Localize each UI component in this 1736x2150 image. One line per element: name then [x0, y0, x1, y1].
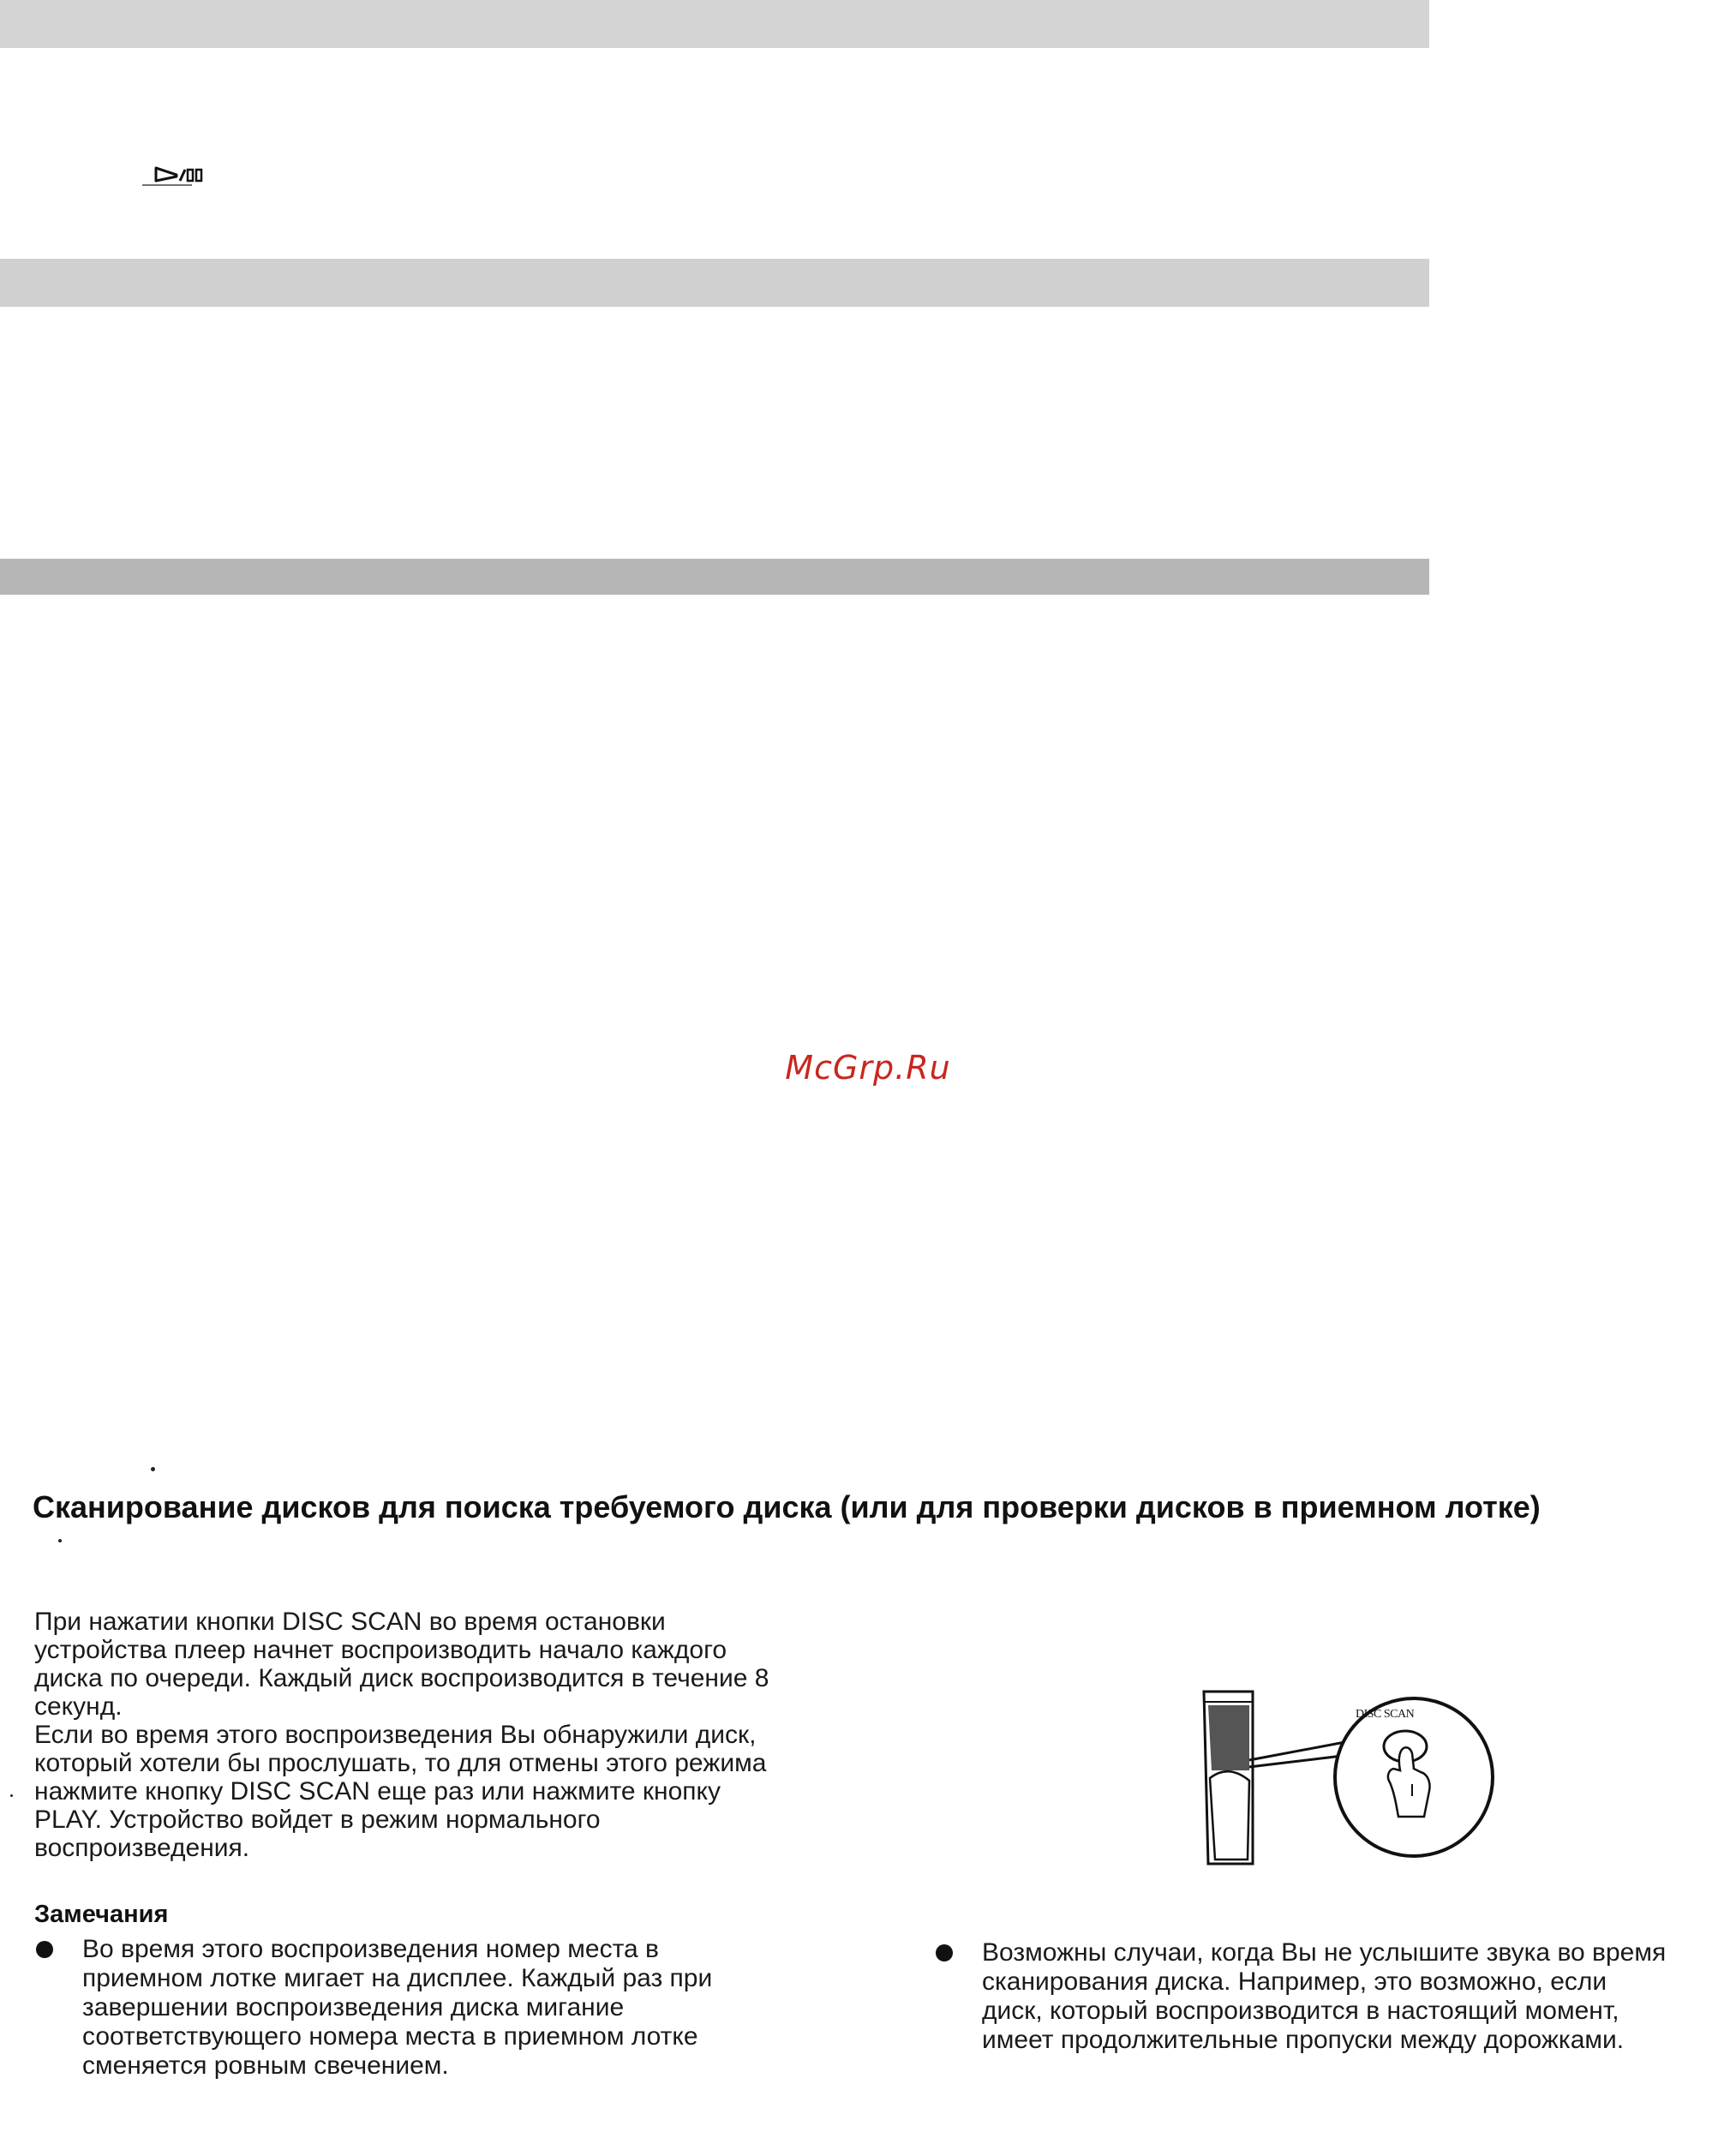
notes-heading: Замечания	[34, 1901, 169, 1928]
bullet-icon	[936, 1944, 953, 1961]
scan-speck	[58, 1539, 62, 1542]
play-pause-icon	[141, 158, 226, 192]
intro-line: PLAY. Устройство войдет в режим нормального	[34, 1806, 601, 1834]
note-item	[936, 1938, 1724, 2055]
note-line: диск, который воспроизводится в настоящий момент,	[982, 1997, 1619, 2025]
scan-speck	[151, 1467, 155, 1471]
intro-line: нажмите кнопку DISC SCAN еще раз или нажмите кнопку	[34, 1777, 721, 1806]
intro-line: диска по очереди. Каждый диск воспроизводится в течение 8	[34, 1664, 769, 1692]
note-line: завершении воспроизведения диска мигание	[82, 1993, 625, 2021]
bullet-icon	[36, 1941, 53, 1958]
header-band-bottom	[0, 559, 1429, 595]
intro-line: секунд.	[34, 1692, 123, 1721]
note-item	[36, 1935, 807, 2081]
note-line: имеет продолжительные пропуски между дорожками.	[982, 2026, 1625, 2054]
intro-line: При нажатии кнопки DISC SCAN во время остановки	[34, 1608, 666, 1636]
note-line: приемном лотке мигает на дисплее. Каждый раз при	[82, 1964, 713, 1992]
disc-scan-button-label: DISC SCAN	[1356, 1708, 1415, 1721]
section-title: Сканирование дисков для поиска требуемого диска (или для проверки дисков в приемном лотке)	[33, 1489, 1541, 1524]
header-band-top	[0, 0, 1429, 48]
remote-control-press-icon	[1200, 1688, 1508, 1868]
intro-paragraph	[34, 1608, 857, 1862]
intro-line: Если во время этого воспроизведения Вы обнаружили диск,	[34, 1721, 757, 1749]
note-line: Возможны случаи, когда Вы не услышите звука во время	[982, 1938, 1667, 1967]
header-band-middle	[0, 259, 1429, 307]
note-line: соответствующего номера места в приемном лотке	[82, 2022, 698, 2051]
note-line: Во время этого воспроизведения номер места в	[82, 1935, 659, 1963]
intro-line: устройства плеер начнет воспроизводить начало каждого	[34, 1636, 727, 1664]
watermark: McGrp.Ru	[785, 1049, 951, 1087]
intro-line: который хотели бы прослушать, то для отмены этого режима	[34, 1749, 767, 1777]
intro-line: воспроизведения.	[34, 1834, 250, 1862]
scan-speck	[10, 1794, 13, 1797]
note-line: сканирования диска. Например, это возможно, если	[982, 1967, 1607, 1996]
note-line: сменяется ровным свечением.	[82, 2051, 449, 2080]
